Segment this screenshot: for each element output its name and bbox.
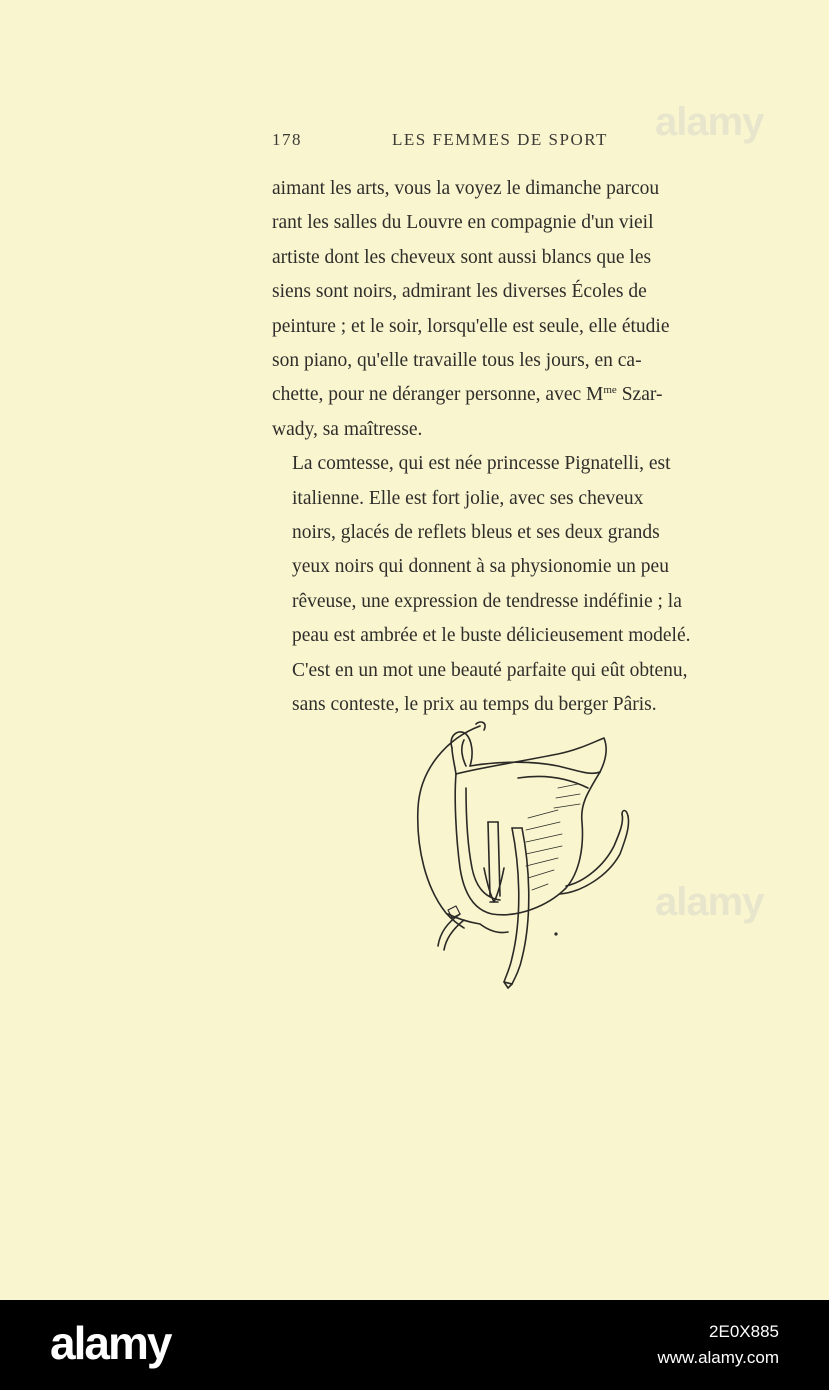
text-line: peinture ; et le soir, lorsqu'elle est seule, elle étudie	[272, 315, 670, 337]
page-number: 178	[272, 130, 302, 149]
footer-logo: alamy	[50, 1317, 171, 1369]
running-head	[270, 130, 640, 154]
text-line: son piano, qu'elle travaille tous les jours, en ca-	[272, 350, 642, 372]
text-block	[272, 172, 764, 723]
text-line: sans conteste, le prix au temps du berger Pâris.	[292, 694, 657, 716]
text-line: noirs, glacés de reflets bleus et ses deux grands	[292, 522, 660, 544]
footer-url: www.alamy.com	[657, 1348, 779, 1367]
footer-bar	[0, 1300, 829, 1390]
text-line: artiste dont les cheveux sont aussi blancs que les	[272, 246, 652, 268]
text-line: rant les salles du Louvre en compagnie d'un vieil	[272, 212, 654, 234]
watermark: alamy	[655, 880, 764, 924]
text-line: italienne. Elle est fort jolie, avec ses cheveux	[292, 487, 644, 509]
text-line: C'est en un mot une beauté parfaite qui eût obtenu,	[292, 659, 688, 681]
watermark: alamy	[655, 100, 764, 144]
text-run: chette, pour ne déranger personne, avec M	[272, 384, 604, 406]
running-title: LES FEMMES DE SPORT	[392, 130, 608, 149]
text-line: rêveuse, une expression de tendresse indéfinie ; la	[292, 590, 682, 612]
text-line: yeux noirs qui donnent à sa physionomie un peu	[292, 556, 669, 578]
paragraph-1	[272, 172, 764, 447]
image-id: 2E0X885	[709, 1322, 779, 1341]
text-line: La comtesse, qui est née princesse Pignatelli, est	[292, 453, 671, 475]
text-line	[272, 378, 764, 412]
text-line: aimant les arts, vous la voyez le dimanche parcou	[272, 178, 660, 199]
text-line: siens sont noirs, admirant les diverses Écoles de	[272, 281, 647, 303]
paragraph-2	[272, 447, 764, 722]
text-run: Szar-	[616, 384, 663, 406]
text-line: peau est ambrée et le buste délicieusement modelé.	[292, 625, 691, 647]
text-line: wady, sa maîtresse.	[272, 418, 423, 440]
saddle-icon	[408, 718, 638, 990]
superscript: me	[603, 384, 617, 397]
